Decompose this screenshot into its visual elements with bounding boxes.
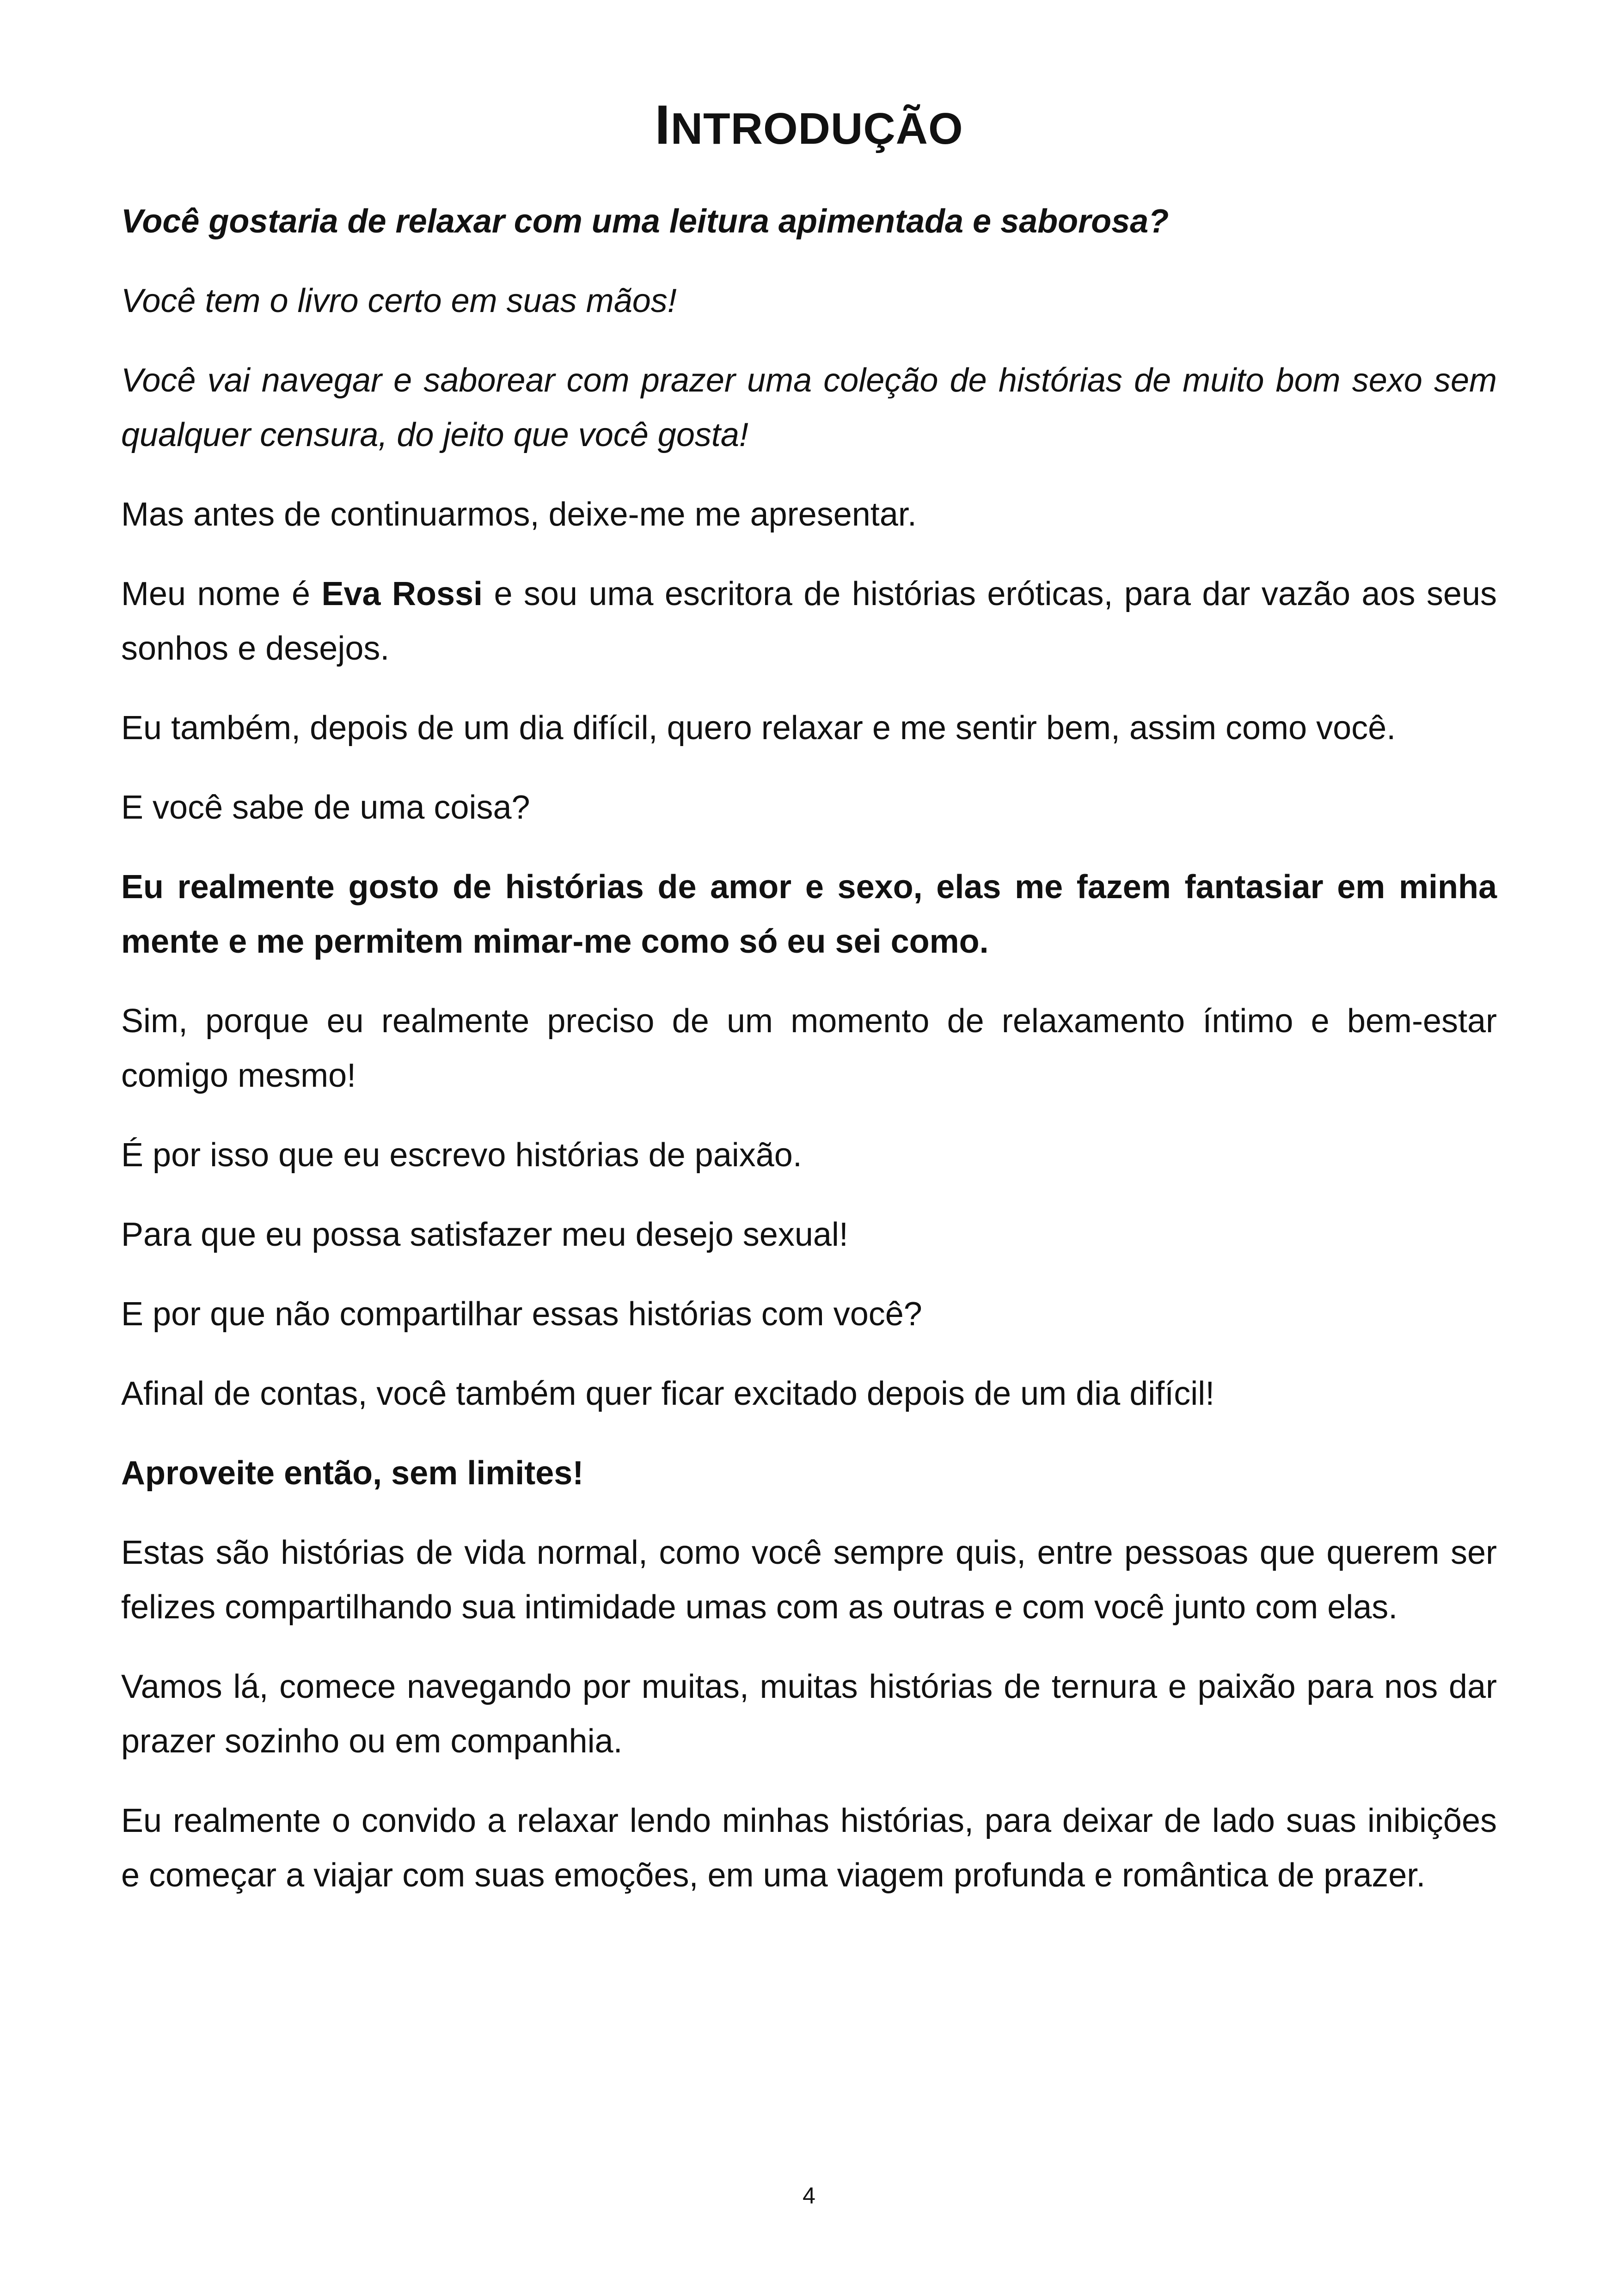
body-text xyxy=(121,194,1497,1928)
author-name: Eva Rossi xyxy=(321,576,483,612)
paragraph-1: Você gostaria de relaxar com uma leitura apimentada e saborosa? xyxy=(121,203,1169,240)
paragraph-14: Aproveite então, sem limites! xyxy=(121,1455,584,1492)
paragraph-13: Afinal de contas, você também quer ficar excitado depois de um dia difícil! xyxy=(121,1375,1215,1412)
paragraph-5 xyxy=(121,567,1497,676)
paragraph-7: E você sabe de uma coisa? xyxy=(121,789,530,826)
paragraph-2: Você tem o livro certo em suas mãos! xyxy=(121,282,677,319)
paragraph-5-before: Meu nome é xyxy=(121,576,322,612)
page-number: 4 xyxy=(803,2183,815,2209)
paragraph-5-after: e sou uma escritora de histórias eróticas, para dar vazão aos seus sonhos e desejos. xyxy=(121,576,1497,667)
paragraph-4: Mas antes de continuarmos, deixe-me me apresentar. xyxy=(121,496,917,533)
paragraph-11: Para que eu possa satisfazer meu desejo sexual! xyxy=(121,1216,848,1253)
paragraph-9: Sim, porque eu realmente preciso de um momento de relaxamento íntimo e bem-estar comigo mesmo! xyxy=(121,1003,1497,1094)
page-title xyxy=(0,90,1618,164)
paragraph-17: Eu realmente o convido a relaxar lendo minhas histórias, para deixar de lado suas inibições e começar a viajar com suas emoções, em uma viagem profunda e romântica de prazer. xyxy=(121,1802,1497,1894)
paragraph-6: Eu também, depois de um dia difícil, quero relaxar e me sentir bem, assim como você. xyxy=(121,710,1396,747)
title-first-letter: I xyxy=(655,94,671,156)
paragraph-16: Vamos lá, comece navegando por muitas, muitas histórias de ternura e paixão para nos dar prazer sozinho ou em companhia. xyxy=(121,1668,1497,1760)
paragraph-15: Estas são histórias de vida normal, como você sempre quis, entre pessoas que querem ser felizes compartilhando sua intimidade umas com as outras e com você junto com elas. xyxy=(121,1534,1497,1626)
paragraph-3: Você vai navegar e saborear com prazer uma coleção de histórias de muito bom sexo sem qualquer censura, do jeito que você gosta! xyxy=(121,362,1497,453)
paragraph-12: E por que não compartilhar essas histórias com você? xyxy=(121,1296,922,1333)
title-rest: NTRODUÇÃO xyxy=(670,104,963,153)
paragraph-8: Eu realmente gosto de histórias de amor e sexo, elas me fazem fantasiar em minha mente e me permitem mimar-me como só eu sei como. xyxy=(121,869,1497,960)
paragraph-10: É por isso que eu escrevo histórias de paixão. xyxy=(121,1137,802,1174)
